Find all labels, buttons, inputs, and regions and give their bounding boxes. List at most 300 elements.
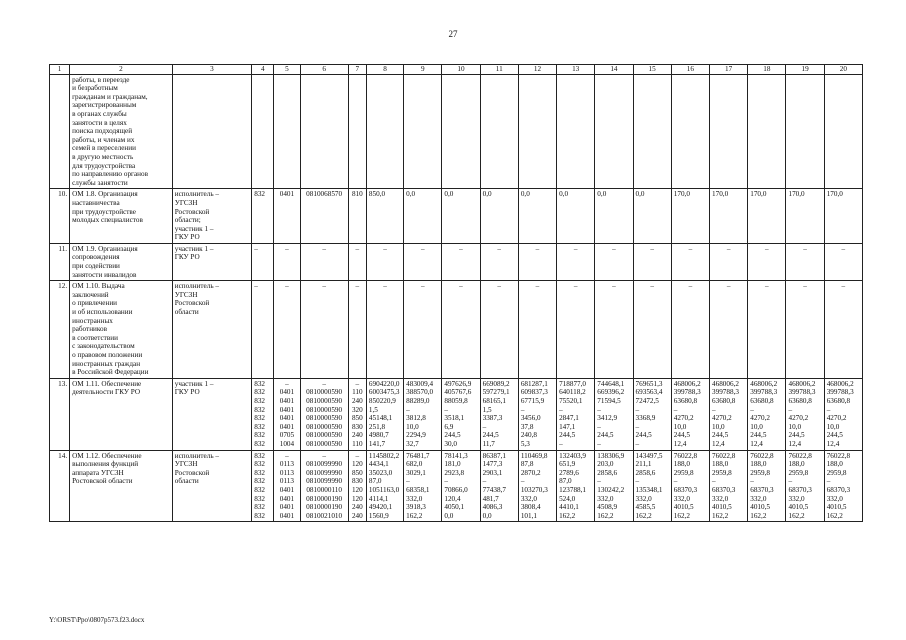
executor-line: Ростовской [174,207,210,216]
year-amount-1 [404,243,442,280]
year-amount-9-line: 332,0 [712,494,729,503]
target-article-code [300,378,348,450]
target-article-code-line: 0810099990 [306,477,343,486]
year-amount-8-line: 63680,8 [673,396,698,405]
year-amount-10 [748,281,786,379]
total-amount-line: 4434,1 [368,460,389,469]
year-amount-4-line: 3456,0 [520,414,541,423]
year-amount-6-line: – [597,477,601,486]
measure-name-line: с законодательством [72,342,135,351]
year-amount-10 [748,189,786,244]
year-amount-9-line: 76022,8 [712,451,736,460]
grbs-code-line: 832 [254,494,265,503]
target-article-code-line: – [322,282,326,291]
year-amount-7-line: 135348,1 [635,485,663,494]
year-amount-7-line: 143497,5 [635,451,663,460]
executor-line: ГКУ РО [174,233,200,242]
grbs-code-line: 832 [254,190,265,199]
total-amount [366,189,403,244]
total-amount-line: – [383,244,387,253]
year-amount-11-line: 4270,2 [788,414,809,423]
year-amount-6-line: 130242,2 [597,485,625,494]
year-amount-4-line: 5,3 [520,439,530,448]
total-amount [366,450,403,522]
target-article-code-line: 0810099990 [306,468,343,477]
year-amount-5-line: 651,9 [559,460,576,469]
year-amount-6 [595,378,633,450]
year-amount-11-line: – [788,477,793,486]
year-amount-2 [442,189,480,244]
year-amount-5 [557,243,595,280]
section-code [274,189,300,244]
year-amount-3-line: 597279,1 [482,388,510,397]
year-amount-11-line: 188,0 [788,460,805,469]
year-amount-11-line: – [803,282,807,291]
measure-name-line: и об использовании [72,308,133,317]
year-amount-4-line: 332,0 [520,494,537,503]
measure-name-line: ОМ 1.11. Обеспечение [72,379,142,388]
year-amount-2-line: 405767,6 [444,388,472,397]
year-amount-2-line: 181,0 [444,460,461,469]
measure-name-line: при трудоустройстве [72,207,136,216]
year-amount-2-line: 30,0 [444,439,457,448]
section-code-line: – [285,379,289,388]
table-row [50,450,863,522]
measure-name-line: ОМ 1.8. Организация [72,190,138,199]
year-amount-9-line: 12,4 [712,439,725,448]
year-amount-1-line: 388570,0 [406,388,434,397]
total-amount-line: 251,8 [368,422,386,431]
grbs-code [252,74,274,189]
year-amount-9-line: 63680,8 [712,396,736,405]
year-amount-6-line: 244,5 [597,431,614,440]
measure-name-line: зарегистрированным [72,101,137,110]
year-amount-10-line: 63680,8 [750,396,774,405]
year-amount-6-line: – [597,405,601,414]
row-number: 11. [50,243,70,280]
year-amount-5-line: 0,0 [559,190,569,199]
table-row [50,378,863,450]
section-code-line: 0401 [279,190,295,199]
year-amount-1 [404,281,442,379]
executor-line: участник 1 – [174,224,214,233]
year-amount-12-line: – [841,244,846,253]
year-amount-3-line: 3387,3 [482,414,503,423]
year-amount-9 [710,243,748,280]
year-amount-6-line: 744648,1 [597,379,625,388]
year-amount-6 [595,189,633,244]
year-amount-5-line: 524,0 [559,494,576,503]
year-amount-6-line: 332,0 [597,494,614,503]
executor-line: участник 1 – [174,379,214,388]
measure-name-line: семей в переселении [72,144,136,153]
column-number-10: 10 [442,65,480,75]
total-amount [366,378,403,450]
year-amount-8-line: 4010,5 [673,503,694,512]
total-amount [366,281,403,379]
measure-name-line: для трудоустройства [72,161,136,170]
year-amount-6-line: 138306,9 [597,451,625,460]
year-amount-7 [633,378,671,450]
year-amount-6-line: – [597,422,601,431]
year-amount-7-line: 693563,4 [635,388,663,397]
year-amount-8-line: 244,5 [673,431,690,440]
year-amount-7-line: 162,2 [635,511,652,520]
year-amount-2-line: – [444,477,448,486]
measure-name-line: при содействии [72,262,120,271]
year-amount-7-line: 4585,5 [635,503,656,512]
column-number-20: 20 [824,65,862,75]
column-number-18: 18 [748,65,786,75]
year-amount-3-line: 2903,1 [482,468,503,477]
year-amount-11-line: 12,4 [788,439,802,448]
measure-name-line: молодых специалистов [72,216,143,225]
year-amount-7-line: 3368,9 [635,414,656,423]
expense-type-code-line: 120 [351,494,363,503]
year-amount-8-line: 162,2 [673,511,690,520]
year-amount-8-line: 76022,8 [673,451,698,460]
year-amount-5-line: 147,1 [559,422,576,431]
measure-name [70,243,173,280]
year-amount-10-line: 12,4 [750,439,763,448]
year-amount-10-line: 162,2 [750,511,767,520]
executor-line: исполнитель – [174,190,219,199]
year-amount-5-line: 718877,0 [559,379,587,388]
year-amount-11-line: 162,2 [788,511,805,520]
year-amount-6 [595,281,633,379]
year-amount-10 [748,378,786,450]
year-amount-8 [671,378,709,450]
row-number: 12. [50,281,70,379]
year-amount-8 [671,243,709,280]
year-amount-3-line: 4086,3 [482,503,503,512]
year-amount-5-line: 640118,2 [559,388,586,397]
measure-name-line: о правовом положении [72,351,143,359]
year-amount-4 [518,281,556,379]
year-amount-5-line: 75520,1 [559,396,583,405]
year-amount-4-line: 681287,1 [520,379,548,388]
year-amount-3-line: 77438,7 [482,485,506,494]
target-article-code-line: – [322,244,326,253]
year-amount-11-line: 2959,8 [788,468,809,477]
year-amount-3-line: – [482,422,487,431]
executor-line: ГКУ РО [174,388,200,397]
column-number-16: 16 [671,65,709,75]
measure-name [70,378,173,450]
year-amount-9-line: 170,0 [712,190,729,199]
year-amount-4 [518,243,556,280]
year-amount-3 [480,189,518,244]
table-body [50,65,863,522]
year-amount-6-line: 71594,5 [597,396,621,405]
year-amount-12-line: 2959,8 [826,468,847,477]
target-article-code [300,189,348,244]
section-code-line: 0401 [279,511,295,520]
year-amount-5-line: 162,2 [559,511,576,520]
measure-name-line: работы, в переезде [72,75,130,84]
executor [172,281,251,379]
year-amount-4-line: 37,8 [520,422,534,431]
year-amount-9-line: – [726,282,731,291]
year-amount-3-line: 0,0 [482,511,492,520]
year-amount-11-line: 244,5 [788,431,805,440]
grbs-code [252,450,274,522]
year-amount-6-line: 0,0 [597,190,607,199]
executor-line: Ростовской [174,468,210,477]
column-number-row [50,65,863,75]
year-amount-11-line: 4010,5 [788,503,809,512]
expense-type-code-line: 110 [352,439,363,448]
total-amount-line: 6904220,0 [368,379,400,388]
year-amount-5-line: – [559,405,563,414]
year-amount-1-line: 682,0 [406,460,423,469]
year-amount-12 [824,281,862,379]
target-article-code-line: 0810000590 [306,431,343,440]
expense-type-code-line: 240 [351,503,363,512]
grbs-code [252,243,274,280]
section-code [274,281,300,379]
section-code-line: 0401 [279,422,295,431]
year-amount-4 [518,378,556,450]
total-amount [366,74,403,189]
total-amount-line: 850220,9 [368,396,396,405]
measure-name-line: по направлению органов [72,170,149,179]
year-amount-5-line: 87,0 [559,477,572,486]
column-number-11: 11 [480,65,518,75]
year-amount-11-line: 76022,8 [788,451,812,460]
total-amount-line: 1145802,2 [368,451,400,460]
year-amount-2-line: 2923,8 [444,468,465,477]
year-amount-3-line: 1,5 [482,405,492,414]
year-amount-10-line: 332,0 [750,494,767,503]
executor-line: УГСЗН [174,290,198,299]
year-amount-5-line: 2847,1 [559,414,579,423]
measure-name [70,189,173,244]
expense-type-code-line: 850 [351,468,363,477]
year-amount-9-line: – [726,244,731,253]
year-amount-1 [404,74,442,189]
grbs-code [252,189,274,244]
year-amount-7 [633,450,671,522]
page-number: 27 [448,29,458,39]
year-amount-1-line: 3918,3 [406,503,426,512]
year-amount-10 [748,74,786,189]
year-amount-1-line: 88289,0 [406,396,430,405]
measure-name-line: сопровождения [72,253,120,262]
year-amount-6-line: 203,0 [597,460,614,469]
section-code-line: 0401 [279,396,295,405]
year-amount-2-line: 244,5 [444,431,461,440]
year-amount-3-line: 244,5 [482,431,499,440]
year-amount-9 [710,450,748,522]
target-article-code-line: 0810021010 [306,511,343,520]
year-amount-4-line: 240,8 [520,431,537,440]
grbs-code-line: 832 [254,388,265,397]
budget-table [49,64,863,522]
year-amount-10-line: – [765,282,769,291]
grbs-code [252,378,274,450]
year-amount-4 [518,74,556,189]
year-amount-4-line: 67715,9 [520,396,545,405]
measure-name-line: деятельности ГКУ РО [72,388,141,397]
target-article-code [300,281,348,379]
column-number-6: 6 [300,65,348,75]
year-amount-3-line: – [497,244,501,253]
target-article-code-line: 0810000590 [306,388,343,397]
year-amount-2-line: 3518,1 [444,414,465,423]
year-amount-10-line: 468006,2 [750,379,778,388]
table-row [50,74,863,189]
year-amount-12 [824,243,862,280]
year-amount-7-line: 72472,5 [635,396,659,405]
expense-type-code-line: – [355,379,360,388]
column-number-9: 9 [404,65,442,75]
year-amount-10-line: 4010,5 [750,503,770,512]
year-amount-5-line: 2789,6 [559,468,579,477]
total-amount-line: 141,7 [368,439,386,448]
expense-type-code-line: – [355,282,360,291]
year-amount-4-line: – [520,405,525,414]
section-code-line: 0401 [279,388,295,397]
year-amount-4-line: 0,0 [520,190,530,199]
executor-line: области [174,308,199,317]
year-amount-8-line: 399788,3 [673,388,701,397]
year-amount-4 [518,450,556,522]
year-amount-12-line: – [841,282,846,291]
grbs-code-line: 832 [254,396,265,405]
total-amount-line: 850,0 [368,190,386,199]
year-amount-7 [633,74,671,189]
target-article-code-line: 0810000590 [306,405,343,414]
year-amount-4-line: 2870,2 [520,468,541,477]
year-amount-6-line: 162,2 [597,511,614,520]
year-amount-3-line: – [497,282,501,291]
year-amount-7-line: – [635,439,640,448]
year-amount-9-line: 162,2 [712,511,729,520]
expense-type-code [348,378,366,450]
year-amount-9 [710,74,748,189]
column-number-4: 4 [252,65,274,75]
table-row [50,243,863,280]
expense-type-code [348,74,366,189]
year-amount-3-line: 0,0 [482,190,492,199]
grbs-code-line: 832 [254,460,265,469]
year-amount-2 [442,243,480,280]
year-amount-9-line: 10,0 [712,422,725,431]
year-amount-11 [786,243,824,280]
year-amount-2-line: 120,4 [444,494,461,503]
year-amount-2-line: 70866,0 [444,485,468,494]
year-amount-11 [786,189,824,244]
year-amount-12-line: 468006,2 [826,379,854,388]
grbs-code-line: 832 [254,405,265,414]
section-code [274,243,300,280]
year-amount-11-line: 63680,8 [788,396,812,405]
year-amount-12-line: – [826,405,831,414]
year-amount-7 [633,189,671,244]
expense-type-code-line: 120 [351,460,363,469]
section-code-line: 0113 [279,460,294,469]
year-amount-12 [824,378,862,450]
year-amount-8-line: – [688,282,693,291]
year-amount-6-line: 2858,6 [597,468,618,477]
executor-line: области [174,477,199,486]
measure-name [70,281,173,379]
year-amount-8-line: 2959,8 [673,468,694,477]
year-amount-9-line: 399788,3 [712,388,739,397]
year-amount-12-line: 63680,8 [826,396,851,405]
executor [172,74,251,189]
measure-name [70,450,173,522]
year-amount-5 [557,189,595,244]
year-amount-5 [557,281,595,379]
target-article-code-line: 0810000590 [306,422,343,431]
year-amount-7-line: – [635,422,640,431]
executor [172,450,251,522]
column-number-14: 14 [595,65,633,75]
year-amount-1-line: 32,7 [406,439,419,448]
expense-type-code-line: 240 [351,511,363,520]
year-amount-4-line: 101,1 [520,511,537,520]
year-amount-8-line: 12,4 [673,439,687,448]
section-code [274,378,300,450]
measure-name-line: в органах службы [72,109,127,118]
target-article-code-line: 0810000190 [306,503,343,512]
year-amount-12-line: 170,0 [826,190,843,199]
year-amount-8-line: 10,0 [673,422,687,431]
year-amount-6-line: – [597,439,601,448]
year-amount-6 [595,450,633,522]
year-amount-8-line: 170,0 [673,190,690,199]
year-amount-3 [480,450,518,522]
target-article-code-line: 0810000590 [306,396,343,405]
section-code-line: – [285,451,289,460]
total-amount-line: 6003475,3 [368,388,400,397]
year-amount-10-line: 244,5 [750,431,767,440]
year-amount-5 [557,74,595,189]
column-number-1: 1 [50,65,70,75]
section-code-line: 1004 [279,439,295,448]
year-amount-11-line: – [788,405,793,414]
year-amount-5-line: – [559,439,563,448]
year-amount-12-line: 399788,3 [826,388,854,397]
grbs-code-line: 832 [254,439,265,448]
total-amount [366,243,403,280]
year-amount-1 [404,450,442,522]
measure-name-line: гражданам и гражданам, [72,92,148,101]
grbs-code-line: 832 [254,511,265,520]
year-amount-8 [671,450,709,522]
year-amount-4-line: 609837,3 [520,388,548,397]
target-article-code [300,450,348,522]
executor-line: области; [174,216,201,225]
executor [172,189,251,244]
expense-type-code-line: 850 [351,414,363,423]
column-number-13: 13 [557,65,595,75]
measure-name-line: в соответствии [72,333,118,342]
total-amount-line: 1560,9 [368,511,389,520]
measure-name-line: Ростовской области [72,477,133,486]
measure-name-line: заключений [72,290,109,299]
year-amount-7 [633,281,671,379]
year-amount-1 [404,378,442,450]
year-amount-2-line: 4050,1 [444,503,465,512]
year-amount-5-line: 132403,9 [559,451,587,460]
section-code-line: 0705 [279,431,295,440]
year-amount-11-line: 332,0 [788,494,805,503]
expense-type-code-line: 120 [351,485,363,494]
year-amount-12 [824,74,862,189]
